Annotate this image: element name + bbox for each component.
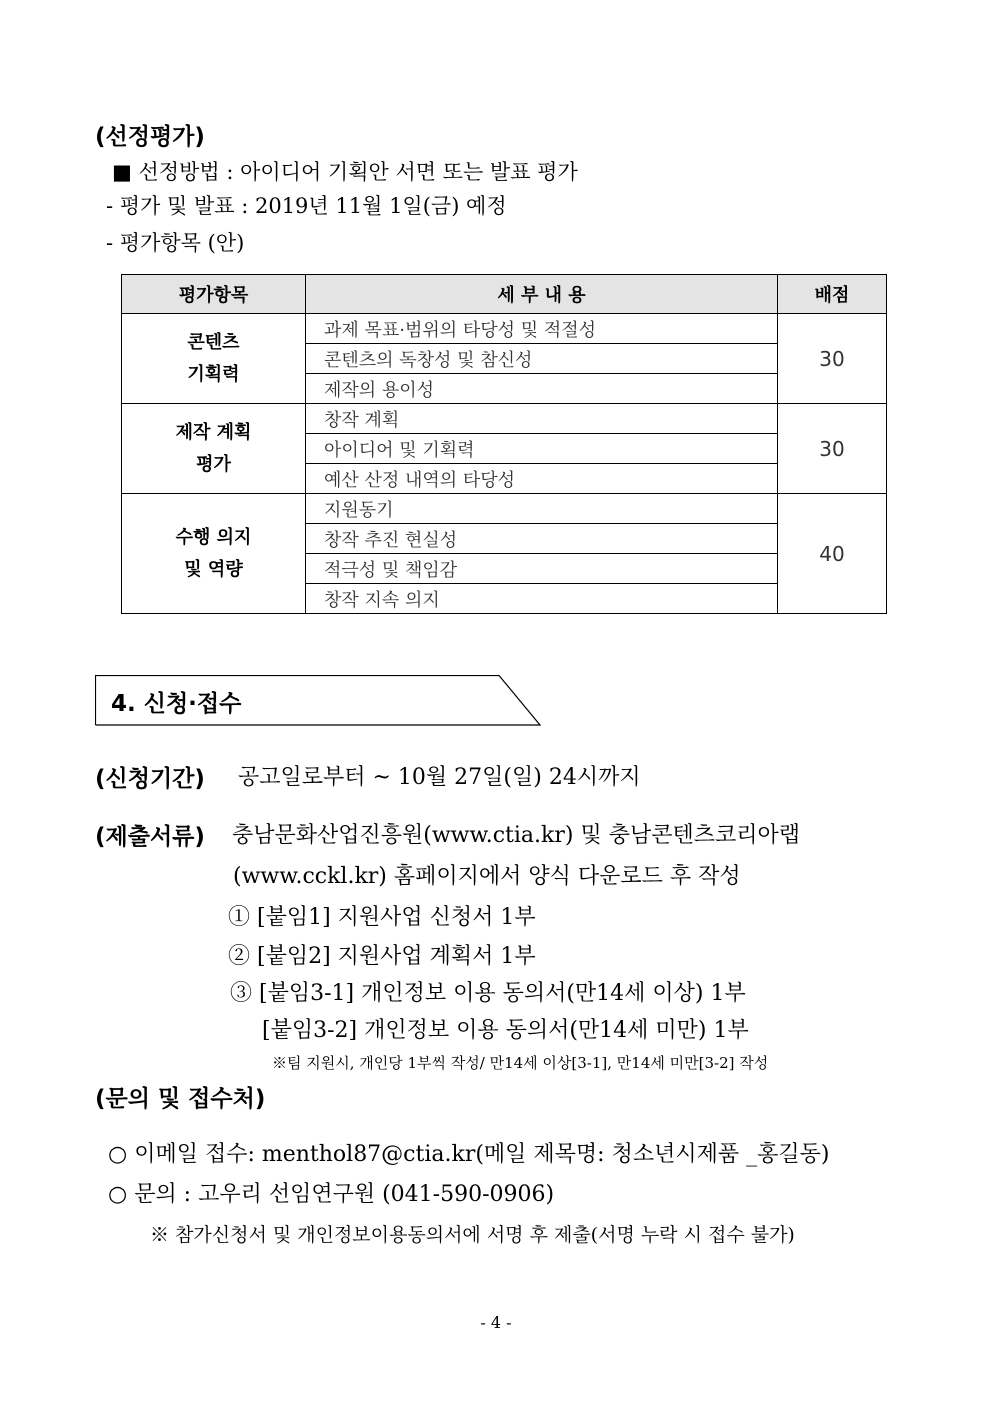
table-row bbox=[122, 404, 887, 434]
selection-heading: (선정평가) bbox=[95, 124, 205, 150]
documents-label: (제출서류) bbox=[95, 824, 205, 850]
detail-cell: 창작 추진 현실성 bbox=[306, 524, 778, 554]
detail-cell: 창작 계획 bbox=[306, 404, 778, 434]
header-score: 배점 bbox=[778, 275, 887, 314]
documents-line2: (www.cckl.kr) 홈페이지에서 양식 다운로드 후 작성 bbox=[233, 864, 741, 889]
table-row bbox=[122, 494, 887, 524]
documents-item1: ① [붙임1] 지원사업 신청서 1부 bbox=[228, 905, 536, 930]
detail-cell: 창작 지속 의지 bbox=[306, 584, 778, 614]
documents-item2: ② [붙임2] 지원사업 계획서 1부 bbox=[228, 944, 536, 969]
header-details: 세 부 내 용 bbox=[306, 275, 778, 314]
selection-date: - 평가 및 발표 : 2019년 11월 1일(금) 예정 bbox=[106, 194, 507, 218]
detail-cell: 적극성 및 책임감 bbox=[306, 554, 778, 584]
contact-inquiry: ○ 문의 : 고우리 선임연구원 (041-590-0906) bbox=[108, 1182, 555, 1207]
category-line: 수행 의지 bbox=[175, 526, 252, 548]
detail-cell: 지원동기 bbox=[306, 494, 778, 524]
detail-cell: 예산 산정 내역의 타당성 bbox=[306, 464, 778, 494]
contact-note: ※ 참가신청서 및 개인정보이용동의서에 서명 후 제출(서명 누락 시 접수 불가) bbox=[150, 1224, 795, 1246]
selection-items-label: - 평가항목 (안) bbox=[106, 231, 245, 255]
evaluation-table bbox=[121, 274, 887, 614]
score-cell: 30 bbox=[778, 404, 887, 494]
category-line: 및 역량 bbox=[184, 558, 243, 580]
score-cell: 30 bbox=[778, 314, 887, 404]
category-line: 기획력 bbox=[187, 363, 240, 385]
table-header-row bbox=[122, 275, 887, 314]
section-title: 4. 신청·접수 bbox=[111, 691, 242, 717]
category-line: 제작 계획 bbox=[175, 421, 252, 443]
documents-note: ※팀 지원시, 개인당 1부씩 작성/ 만14세 이상[3-1], 만14세 미만[3-2] 작성 bbox=[272, 1054, 769, 1072]
period-text: 공고일로부터 ~ 10월 27일(일) 24시까지 bbox=[238, 765, 641, 790]
category-cell bbox=[122, 314, 306, 404]
score-cell: 40 bbox=[778, 494, 887, 614]
documents-item3: ③ [붙임3-1] 개인정보 이용 동의서(만14세 이상) 1부 bbox=[230, 981, 746, 1006]
category-line: 평가 bbox=[196, 453, 231, 475]
documents-item3b: [붙임3-2] 개인정보 이용 동의서(만14세 미만) 1부 bbox=[262, 1018, 749, 1043]
detail-cell: 제작의 용이성 bbox=[306, 374, 778, 404]
contact-email: ○ 이메일 접수: menthol87@ctia.kr(메일 제목명: 청소년시제품 _홍길동) bbox=[108, 1142, 830, 1167]
category-line: 콘텐츠 bbox=[187, 331, 240, 353]
detail-cell: 아이디어 및 기획력 bbox=[306, 434, 778, 464]
selection-method: ■ 선정방법 : 아이디어 기획안 서면 또는 발표 평가 bbox=[112, 160, 578, 184]
period-label: (신청기간) bbox=[95, 766, 205, 792]
header-category: 평가항목 bbox=[122, 275, 306, 314]
section-header bbox=[95, 675, 540, 725]
page-number: - 4 - bbox=[480, 1313, 512, 1332]
contact-heading: (문의 및 접수처) bbox=[95, 1086, 266, 1112]
documents-line1: 충남문화산업진흥원(www.ctia.kr) 및 충남콘텐츠코리아랩 bbox=[232, 823, 800, 848]
table-row bbox=[122, 314, 887, 344]
category-cell bbox=[122, 404, 306, 494]
detail-cell: 과제 목표·범위의 타당성 및 적절성 bbox=[306, 314, 778, 344]
category-cell bbox=[122, 494, 306, 614]
detail-cell: 콘텐츠의 독창성 및 참신성 bbox=[306, 344, 778, 374]
